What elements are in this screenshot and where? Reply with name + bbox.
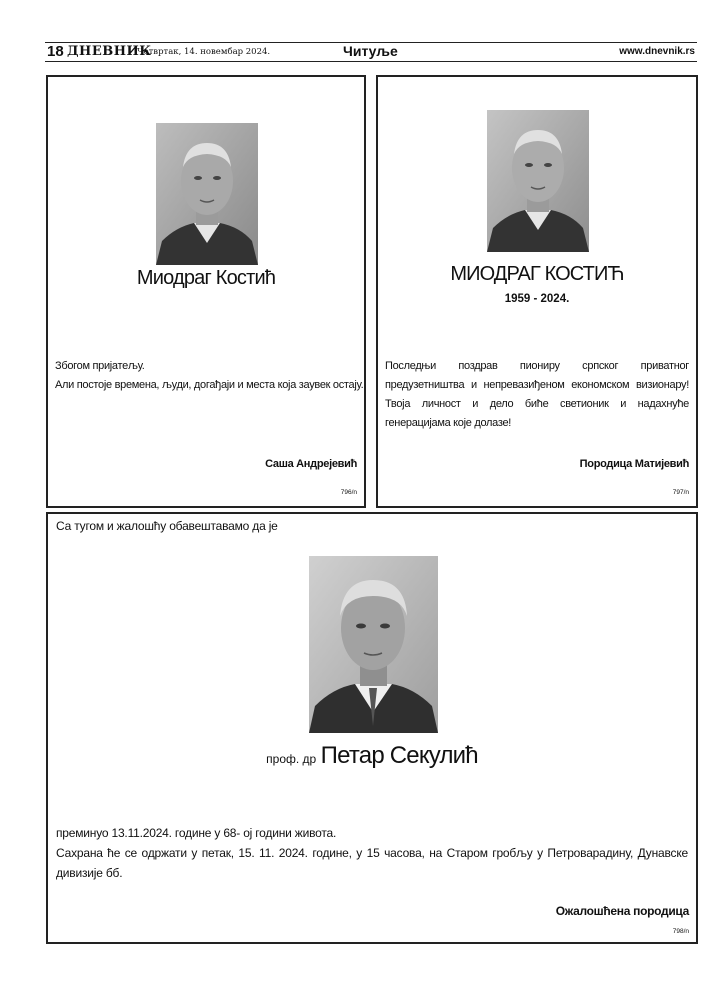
notice-code: 796/n [340,489,357,496]
notice-text [56,823,688,883]
obituary-notice-2 [376,75,698,508]
farewell-text: Последњи поздрав пиониру српског приватног предузетништва и непревазиђеном економском визионару! Твоја личност и дело биће светионик и надахнуће генерацијама које долазе! [385,360,689,429]
farewell-line-2: Али постоје времена, људи, догађаји и места која заувек остају. [55,379,364,391]
deceased-name: МИОДРАГ КОСТИЋ [450,263,624,285]
farewell-text [55,357,365,395]
deceased-name: Миодраг Костић [136,267,276,289]
portrait-photo [487,110,589,252]
header-rule-bottom [45,61,697,62]
academic-title: проф. др [266,752,317,766]
website-url: www.dnevnik.rs [619,46,695,57]
signature: Породица Матијевић [579,458,689,470]
obituary-notice-1 [46,75,366,508]
page-header [45,40,697,64]
obituary-notice-3 [46,512,698,944]
deceased-name: Петар Секулић [320,742,478,769]
newspaper-logo: ДНЕВНИК [67,44,152,59]
life-years: 1959 - 2024. [504,293,570,305]
page-number: 18 [47,43,64,60]
section-title: Читуље [343,43,398,59]
death-info: преминуо 13.11.2024. године у 68- ој години живота. [56,826,337,840]
portrait-photo [309,556,438,733]
signature: Саша Андрејевић [265,458,357,470]
portrait-photo [156,123,258,265]
funeral-info: Сахрана ће се одржати у петак, 15. 11. 2024. године, у 15 часова, на Старом гробљу у Петроварадину, Дунавске дивизије бб. [56,846,688,880]
notice-code: 797/n [672,489,689,496]
farewell-line-1: Збогом пријатељу. [55,360,145,372]
issue-date: Четвртак, 14. новембар 2024. [137,47,271,57]
intro-text: Са тугом и жалошћу обавештавамо да је [56,519,278,533]
signature: Ожалошћена породица [555,904,689,918]
notice-code: 798/n [672,928,689,935]
deceased-title [48,742,696,770]
